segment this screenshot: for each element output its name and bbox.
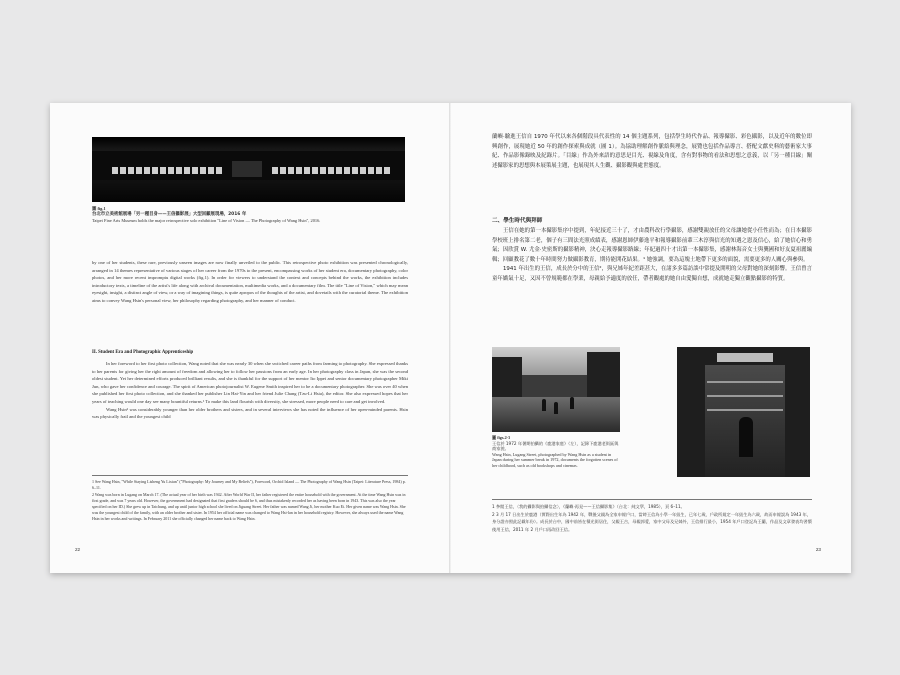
figure2-caption-en: Wang Hsin, Lugang Street, photographed by Wang Hsin as a student in Japan during her summer break in 1972, documents the forgotten scenes of her childhood, such as old bookshops and cinemas.: [492, 451, 618, 468]
gallery-photo-icon: [92, 137, 405, 202]
street-photo-icon: [492, 347, 620, 432]
section-text-zh: [492, 227, 812, 285]
figure2-caption-zh: 王信於 1972 年暑期拍攝的《鹿港家庭》（左），記錄下鹿港老街區與商家貌。: [492, 440, 619, 452]
shop-doorway-photo-icon: [677, 347, 810, 477]
section-paragraph-1: In her foreword to her first photo collection, Wang noted that she was nearly 30 when she switched career paths from farming to photography. She expressed thanks to her parents for giving her the right amount of freedom and allowing her to follow her passions from an early age. In her photography class in Japan, she was the second oldest student. Yet her determined efforts produced brilliant results, and she is thankful for the support of her mentor Ito Ippei and senior documentary photographer Miki Jun, who gave her confidence and courage. The spirit of American photojournalist W. Eugene Smith inspired her to be a documentary photographer. She was over 40 when she published her first photo collection, and she thanked her publisher Lin Hai-Yin and her friend Julie Chang (Tzu-Li Hsia), the editor. She also expressed hopes that her years of teaching would one day see many bountiful returns.¹ To make this land flourish with diversity, she stressed, more people need to care and get involved.: [92, 361, 408, 404]
book-spread: [50, 103, 851, 573]
section-paragraph-zh-1: 王信在她的第一本攝影集序中提到，年紀接近三十了，才由農科改行學攝影，感謝雙親放任的父母讓她從小任性而為；在日本攝影學校班上排名第二老，個子有三間法光照成績表，感謝恩師伊藤逸平和報導攝影前輩三木淳與信光的知遇之恩及信心，給了她信心和勇氣；因欣賞 W. 尤金‧史密斯的攝影精神，決心走報導攝影路線；年紀過四十才出第一本攝影集，感謝林海音女士與龔國和好友夏祖麗編輯；回顧教花了數十年時間努力做攝影教育，期待能開花結果。¹ 她強調，要為這塊土地帶下更多的面貌，需要更多的人關心與參與。: [492, 228, 812, 263]
footnote-rule: [92, 475, 408, 476]
page-number-left: 22: [75, 547, 81, 552]
footnote-rule-zh: [492, 499, 812, 500]
footnotes: [92, 479, 408, 523]
section-paragraph-2: Wang Hsin² was considerably younger than her older brothers and sisters, and in several interviews she has noted the influence of her open-minded parents. Hsin was physically frail and the youngest child: [92, 406, 408, 420]
figure1-caption-en: Taipei Fine Arts Museum holds the major retrospective solo exhibition "Line of Vision — The Photography of Wang Hsin", 2016.: [92, 218, 321, 223]
figure2-caption: [492, 435, 620, 469]
footnote-2: 2 Wang was born in Lugang on March 17. (The actual year of her birth was 1942. After World War II, her father registered the entire household with the government. At the time Wang Hsin was in first grade, and was 7 years old. However, the government had designated that first graders should be 6, and thus mistakenly recorded her as having been born in 1943. This was also the year specified on her ID.) She grew up in Taichung, and up until junior high school she lived on Jiguang Street. Her father was named Wang Ji, her mother Kuo Ei. Her given name was Wang Hsin. She was the youngest child of the family, with an older brother and sister. In 1954 her official name was changed to Wang Hsi-lan in her household registry. However, she always used the name Wang Hsin in her works and writings. In February 2011 she officially changed her name back to Wang Hsin.: [92, 492, 406, 521]
page-number-right: 23: [815, 547, 821, 552]
body-paragraph: [92, 259, 408, 305]
figure1-caption-zh: 台北市立美術館展場「另一種目身——王信攝影展」大型回顧展現場，2016 年: [92, 212, 247, 217]
footnote-zh-2: 2 3 月 17 日出生於鹿港（實際出生年為 1942 年，戰後父親為全家申報戶口，當時王信為小學一年級生，已年七歲，戶政所規定一年級生為六歲，故而申報誤為 1943 年，身分證亦照此記載年份）。成長於台中，國中前皆在積光街居住，父親王吉，母親郭愛，家中父母及兄姊外，王信排行最小，1954 年戶口登記為王蘭，作品及文章發表均習慣使用王信，2011 年 2 月戶口再改回王信。: [492, 512, 812, 532]
section-heading: II. Student Era and Photographic Apprenticeship: [92, 350, 194, 355]
figure1-label: 圖 fig.1: [92, 206, 106, 211]
section-text: [92, 360, 408, 421]
footnote-1: 1 See Wang Hsin, "While Staying Lisheng Yu Lixian" ("Photography: My Journey and My Beliefs"), Foreword, Orchid Island — The Photography of Wang Hsin (Taipei: Literature Press, 1984) p. 6–11.: [92, 479, 406, 490]
figure2-label: 圖 figs.2-3: [492, 435, 511, 440]
footnotes-zh: [492, 503, 812, 534]
intro-paragraph-text: 蘭嶼‧驗進王信自 1970 年代以來各個階段具代表性的 14 個主題系列，包括學生時代作品、報導攝影、彩色攝影，以及近年的數位即興創作，展現她近 50 年的創作探索與成就（圖 1）。為協助理解創作脈絡與理念，展覽也包括作品導言、搭配文獻史料的藝術家大事紀、作品影像錄映及紀錄片。「目線」作為外來語的意思是目光、視線及角度，含有對事物的看法和思想之意義，以「另一種目線」闡述攝影家的思想與本展策展主題，也展現其人生觀、攝影觀與處世態度。: [492, 134, 812, 169]
intro-paragraph: [492, 133, 812, 171]
body-paragraph-text: by one of her students, these rare, previously unseen images are now finally unveiled to the public. This retrospective photo exhibition was presented chronologically, arranged in 14 themes representative of various stages of her career from the 1970s to the present, encompassing works of her student era, documentary photography, color photos, and her more recent impromptu digital works (fig.1). In order for viewers to understand the context and concepts behind the works, the exhibition includes introductory texts, a timeline of the artist's life along with archival documentation, multimedia works, and a documentary film. The title "Line of Vision," which may mean eyesight, insight, a distinct angle of view, or a way of imagining things, is quite apropos of the thoughts of the artist, and dovetails with the curatorial theme. The exhibition aims to convey Wang Hsin's personal view, her philosophy regarding photography, and her manner of conduct.: [92, 260, 408, 303]
right-page: [451, 103, 851, 573]
figure1-caption: [92, 206, 412, 224]
left-page: [50, 103, 450, 573]
footnote-zh-1: 1 參閱王信，〈我的攝影與拍攝信念〉，《蘭嶼‧再見——王信攝影集》（台北：純文學，1985），頁 6–11。: [492, 504, 685, 509]
section-paragraph-zh-2: 1941 年出生的王信，成長於分中的王信²，與兄姊年紀差距甚大，在諸多多篇訪談中常提及開明的父母對她的深刻影響。王信曾言童年嬌氣十足，又因不曾規範都在學業，母親給予適度的放任，帶者觀處的她自由愛獨自想，成就她走獨立觀點攝影的特質。: [492, 266, 812, 282]
section-heading-zh: 二、學生時代與拜師: [492, 218, 543, 224]
